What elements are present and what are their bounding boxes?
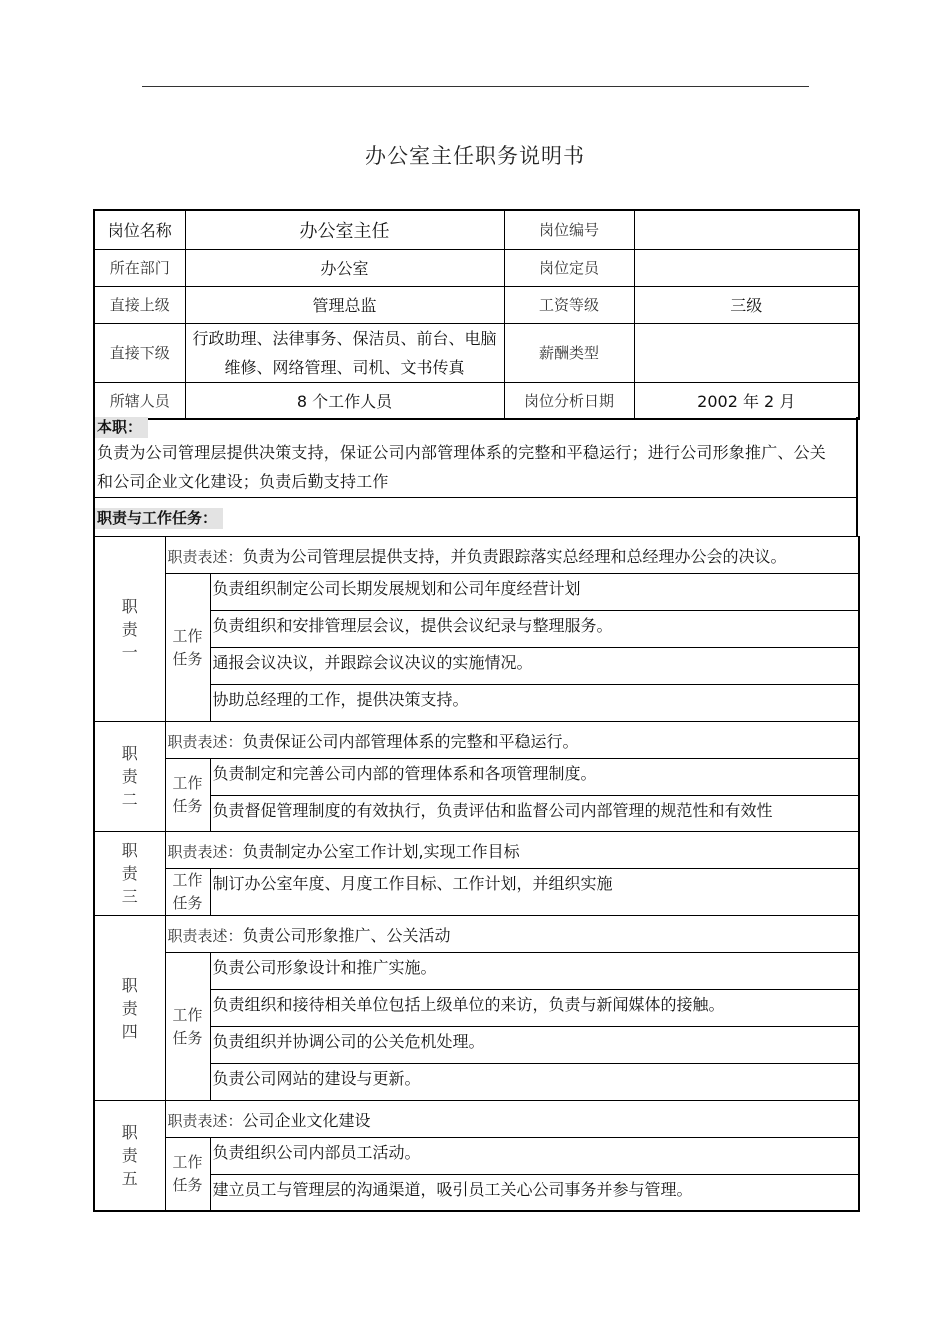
task-label-line: 工作 (172, 774, 203, 792)
task-label-line: 工作 (172, 1152, 203, 1171)
duty-label-char: 责 (121, 864, 138, 883)
basic-duty-label: 本职： (95, 417, 148, 438)
task-row (94, 1138, 859, 1175)
task-item: 负责组织和安排管理层会议，提供会议纪录与整理服务。 (210, 611, 859, 648)
task-label-line: 任务 (172, 797, 203, 815)
duty-description-row (94, 722, 859, 759)
duty-label-char: 三 (121, 887, 138, 906)
duties-header-label: 职责与工作任务： (95, 508, 223, 529)
department-label: 所在部门 (94, 249, 185, 286)
pay-type-label: 薪酬类型 (504, 323, 634, 382)
subordinates-line-1: 行政助理、法律事务、保洁员、前台、电脑 (192, 328, 497, 348)
task-item: 负责组织制定公司长期发展规划和公司年度经营计划 (210, 574, 859, 611)
duty-label-char: 职 (121, 841, 138, 860)
duty-label-char: 责 (121, 619, 138, 639)
duty-label-char: 职 (121, 744, 138, 763)
task-item: 负责组织和接待相关单位包括上级单位的来访，负责与新闻媒体的接触。 (210, 990, 859, 1027)
task-row (94, 953, 859, 990)
task-item: 负责组织并协调公司的公关危机处理。 (210, 1027, 859, 1064)
duty-label-char: 责 (121, 767, 138, 786)
duty-description-row (94, 537, 859, 574)
position-name-label: 岗位名称 (94, 210, 185, 249)
subordinates-value (185, 323, 504, 382)
department-value: 办公室 (185, 249, 504, 286)
salary-grade-value: 三级 (634, 286, 859, 323)
duty-label (94, 832, 165, 916)
document-title: 办公室主任职务说明书 (365, 144, 585, 168)
duty-description-row (94, 832, 859, 869)
task-label-line: 任务 (172, 1028, 203, 1047)
duty-description-text: 负责为公司管理层提供支持，并负责跟踪落实总经理和总经理办公会的决议。 (242, 546, 787, 566)
duty-description (165, 1101, 859, 1138)
duty-label-char: 职 (121, 596, 138, 616)
duty-description-label: 职责表述： (167, 926, 243, 945)
staff-label: 所辖人员 (94, 382, 185, 419)
duty-description (165, 537, 859, 574)
task-row (94, 759, 859, 796)
analysis-date-label: 岗位分析日期 (504, 382, 634, 419)
duty-description (165, 832, 859, 869)
task-item: 负责组织公司内部员工活动。 (210, 1138, 859, 1175)
duty-description (165, 916, 859, 953)
duty-description-text: 负责制定办公室工作计划,实现工作目标 (242, 841, 520, 861)
top-rule (142, 86, 809, 87)
position-code-value (634, 210, 859, 249)
duty-label-char: 职 (121, 1122, 138, 1142)
task-row (94, 869, 859, 916)
task-label-line: 任务 (172, 649, 203, 668)
basic-duty-text (95, 438, 856, 496)
task-label (165, 1138, 210, 1211)
duty-label (94, 1101, 165, 1211)
supervisor-label: 直接上级 (94, 286, 185, 323)
task-item: 负责督促管理制度的有效执行，负责评估和监督公司内部管理的规范性和有效性 (210, 796, 859, 832)
duty-description-label: 职责表述： (167, 732, 243, 751)
task-item: 负责公司形象设计和推广实施。 (210, 953, 859, 990)
duty-label (94, 916, 165, 1101)
duty-label-char: 二 (121, 790, 138, 809)
task-label-line: 任务 (172, 1175, 203, 1194)
task-item: 制订办公室年度、月度工作目标、工作计划，并组织实施 (210, 869, 859, 916)
headcount-label: 岗位定员 (504, 249, 634, 286)
task-item: 负责制定和完善公司内部的管理体系和各项管理制度。 (210, 759, 859, 796)
position-code-label: 岗位编号 (504, 210, 634, 249)
task-item: 通报会议决议，并跟踪会议决议的实施情况。 (210, 648, 859, 685)
analysis-date-value: 2002 年 2 月 (634, 382, 859, 419)
supervisor-value: 管理总监 (185, 286, 504, 323)
duty-description-label: 职责表述： (167, 842, 243, 861)
task-label (165, 574, 210, 722)
duty-description-text: 公司企业文化建设 (242, 1110, 371, 1130)
basic-duty-line-1: 负责为公司管理层提供决策支持，保证公司内部管理体系的完整和平稳运行；进行公司形象推广、公关 (97, 443, 827, 462)
duty-description-row (94, 916, 859, 953)
duty-label-char: 五 (121, 1168, 138, 1188)
pay-type-value (634, 323, 859, 382)
headcount-value (634, 249, 859, 286)
task-label (165, 869, 210, 916)
subordinates-label: 直接下级 (94, 323, 185, 382)
subordinates-line-2: 维修、网络管理、司机、文书传真 (224, 357, 465, 377)
duty-label-char: 四 (121, 1021, 138, 1041)
duty-label (94, 722, 165, 832)
duty-description-label: 职责表述： (167, 547, 243, 566)
task-label-line: 工作 (172, 871, 203, 889)
task-label-line: 工作 (172, 1005, 203, 1024)
task-item: 建立员工与管理层的沟通渠道，吸引员工关心公司事务并参与管理。 (210, 1175, 859, 1211)
duties-header-section (93, 498, 858, 536)
duty-label (94, 537, 165, 722)
task-label-line: 工作 (172, 626, 203, 645)
task-label-line: 任务 (172, 894, 203, 912)
task-item: 负责公司网站的建设与更新。 (210, 1064, 859, 1101)
task-item: 协助总经理的工作，提供决策支持。 (210, 685, 859, 722)
duty-label-char: 责 (121, 998, 138, 1018)
duty-description-text: 负责保证公司内部管理体系的完整和平稳运行。 (242, 731, 579, 751)
task-row (94, 574, 859, 611)
duty-label-char: 一 (121, 642, 138, 662)
task-label (165, 759, 210, 832)
position-name-value: 办公室主任 (185, 210, 504, 249)
duty-description (165, 722, 859, 759)
duty-description-row (94, 1101, 859, 1138)
basic-duty-section (93, 417, 858, 498)
duty-label-char: 责 (121, 1145, 138, 1165)
salary-grade-label: 工资等级 (504, 286, 634, 323)
duties-table (93, 536, 860, 1212)
duty-label-char: 职 (121, 975, 138, 995)
staff-value: 8 个工作人员 (185, 382, 504, 419)
duty-description-text: 负责公司形象推广、公关活动 (242, 925, 451, 945)
position-info-table (93, 209, 860, 420)
task-label (165, 953, 210, 1101)
basic-duty-line-2: 和公司企业文化建设；负责后勤支持工作 (97, 472, 389, 491)
duty-description-label: 职责表述： (167, 1111, 243, 1130)
